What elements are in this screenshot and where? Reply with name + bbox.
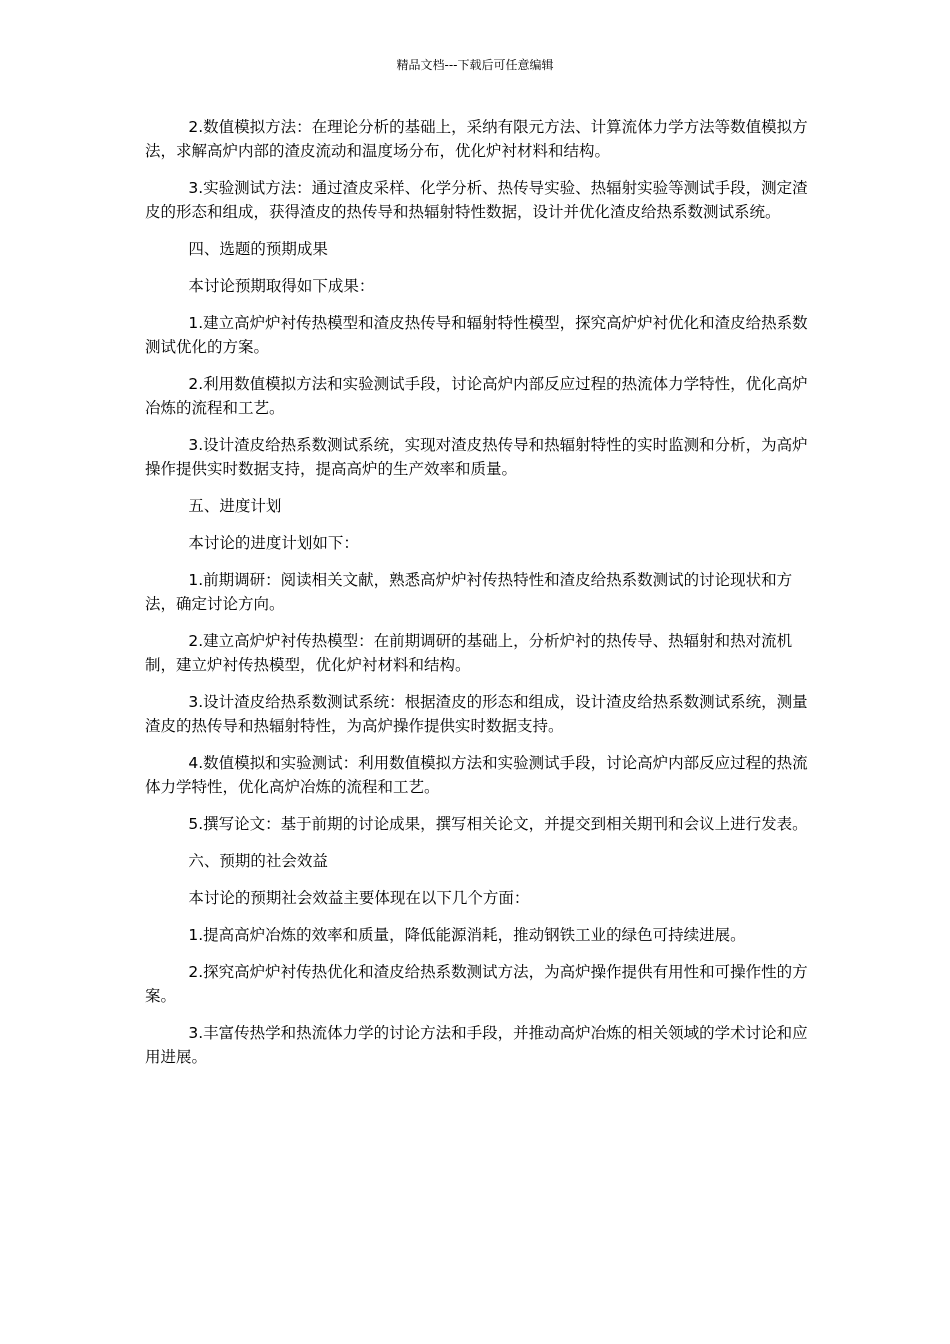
paragraph-schedule-intro: 本讨论的进度计划如下： [188, 534, 359, 552]
document-body [145, 115, 817, 1082]
section-heading-schedule: 五、进度计划 [188, 497, 282, 515]
paragraph-results-intro: 本讨论预期取得如下成果： [188, 277, 375, 295]
paragraph-benefit-2: 2.探究高炉炉衬传热优化和渣皮给热系数测试方法，为高炉操作提供有用性和可操作性的方案。 [145, 963, 808, 1005]
paragraph-result-3: 3.设计渣皮给热系数测试系统，实现对渣皮热传导和热辐射特性的实时监测和分析，为高炉操作提供实时数据支持，提高高炉的生产效率和质量。 [145, 436, 808, 478]
paragraph-schedule-3: 3.设计渣皮给热系数测试系统：根据渣皮的形态和组成，设计渣皮给热系数测试系统，测量渣皮的热传导和热辐射特性，为高炉操作提供实时数据支持。 [145, 693, 808, 735]
section-heading-social-benefits: 六、预期的社会效益 [188, 852, 328, 870]
paragraph-schedule-1: 1.前期调研：阅读相关文献，熟悉高炉炉衬传热特性和渣皮给热系数测试的讨论现状和方法，确定讨论方向。 [145, 571, 793, 613]
paragraph-benefit-1: 1.提高高炉冶炼的效率和质量，降低能源消耗，推动钢铁工业的绿色可持续进展。 [188, 926, 746, 944]
paragraph-schedule-2: 2.建立高炉炉衬传热模型：在前期调研的基础上，分析炉衬的热传导、热辐射和热对流机制，建立炉衬传热模型，优化炉衬材料和结构。 [145, 632, 793, 674]
paragraph-benefits-intro: 本讨论的预期社会效益主要体现在以下几个方面： [188, 889, 530, 907]
paragraph-experimental-testing: 3.实验测试方法：通过渣皮采样、化学分析、热传导实验、热辐射实验等测试手段，测定渣皮的形态和组成，获得渣皮的热传导和热辐射特性数据，设计并优化渣皮给热系数测试系统。 [145, 179, 808, 221]
paragraph-benefit-3: 3.丰富传热学和热流体力学的讨论方法和手段，并推动高炉冶炼的相关领域的学术讨论和应用进展。 [145, 1024, 808, 1066]
paragraph-numerical-simulation: 2.数值模拟方法：在理论分析的基础上，采纳有限元方法、计算流体力学方法等数值模拟方法，求解高炉内部的渣皮流动和温度场分布，优化炉衬材料和结构。 [145, 118, 808, 160]
paragraph-result-1: 1.建立高炉炉衬传热模型和渣皮热传导和辐射特性模型，探究高炉炉衬优化和渣皮给热系数测试优化的方案。 [145, 314, 808, 356]
paragraph-result-2: 2.利用数值模拟方法和实验测试手段，讨论高炉内部反应过程的热流体力学特性，优化高炉冶炼的流程和工艺。 [145, 375, 808, 417]
page-header: 精品文档---下载后可任意编辑 [396, 58, 554, 72]
paragraph-schedule-4: 4.数值模拟和实验测试：利用数值模拟方法和实验测试手段，讨论高炉内部反应过程的热流体力学特性，优化高炉冶炼的流程和工艺。 [145, 754, 808, 796]
paragraph-schedule-5: 5.撰写论文：基于前期的讨论成果，撰写相关论文，并提交到相关期刊和会议上进行发表。 [188, 815, 808, 833]
section-heading-expected-results: 四、选题的预期成果 [188, 240, 328, 258]
